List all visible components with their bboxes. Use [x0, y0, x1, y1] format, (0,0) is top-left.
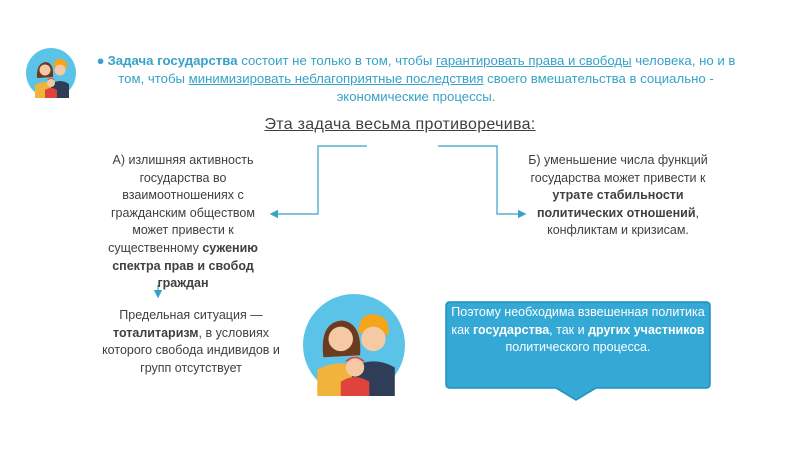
option-b-text	[526, 152, 710, 240]
conclusion-body: , так и	[549, 322, 589, 337]
intro-highlight-rights: гарантировать права и свободы	[435, 53, 632, 68]
option-b-tail: , конфликтам и кризисам.	[547, 205, 700, 238]
intro-key-term: Задача государства	[107, 53, 238, 68]
extreme-body: Предельная ситуация —	[119, 308, 263, 322]
extreme-tail: , в условиях которого свобода индивидов и групп отсутствует	[102, 325, 280, 375]
intro-text: человека, но и в том, чтобы	[118, 53, 736, 86]
family-illustration-icon	[303, 294, 405, 396]
intro-paragraph	[96, 52, 736, 106]
option-a-text	[96, 152, 270, 293]
conclusion-emphasis-state: государства	[473, 322, 550, 337]
family-avatar-icon	[26, 48, 76, 98]
conclusion-emphasis-participants: других участников	[588, 322, 705, 337]
extreme-emphasis: тоталитаризм	[113, 325, 199, 340]
intro-text: состоит не только в том, чтобы	[237, 53, 436, 68]
bullet-icon: ●	[96, 53, 105, 68]
intro-text: своего вмешательства в социально - экономические процессы.	[336, 71, 714, 104]
section-heading: Эта задача весьма противоречива:	[264, 116, 536, 133]
option-a-emphasis: сужению спектра прав и свобод граждан	[112, 240, 258, 291]
option-b-body: Б) уменьшение числа функций государства может привести к	[528, 153, 708, 185]
extreme-situation-text	[96, 307, 286, 377]
intro-highlight-consequences: минимизировать неблагоприятные последствия	[188, 71, 484, 86]
option-a-body: А) излишняя активность государства во взаимоотношениях с гражданским обществом может привести к существенному	[108, 153, 255, 255]
conclusion-text	[448, 304, 708, 357]
conclusion-body: Поэтому необходима взвешенная политика как	[451, 305, 705, 337]
conclusion-tail: политического процесса.	[505, 340, 651, 355]
option-b-emphasis: утрате стабильности политических отношений	[536, 188, 696, 220]
